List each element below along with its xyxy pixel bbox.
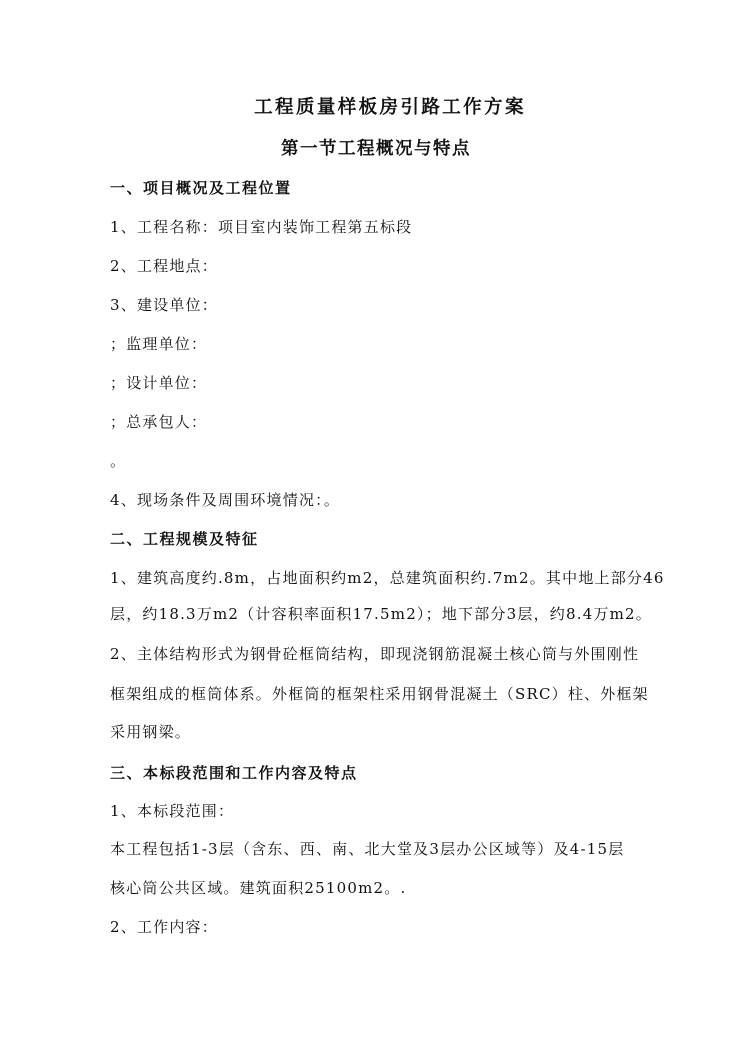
heading-project-overview: 一、项目概况及工程位置 bbox=[110, 179, 292, 197]
client-line: 3、建设单位： bbox=[110, 296, 218, 314]
scope-paragraph-line-2: 核心筒公共区域。建筑面积25100m2。. bbox=[110, 879, 407, 897]
supervisor-line: ；监理单位： bbox=[110, 335, 208, 353]
site-conditions-line: 4、现场条件及周围环境情况：。 bbox=[110, 491, 341, 509]
scope-paragraph-line-1: 本工程包括1-3层（含东、西、南、北大堂及3层办公区域等）及4-15层 bbox=[110, 840, 625, 858]
work-content-line: 2、工作内容： bbox=[110, 918, 218, 936]
structure-paragraph-line-2: 框架组成的框筒体系。外框筒的框架柱采用钢骨混凝土（SRC）柱、外框架 bbox=[110, 685, 649, 703]
structure-paragraph-line-1: 2、主体结构形式为钢骨砼框筒结构，即现浇钢筋混凝土核心筒与外围刚性 bbox=[110, 645, 640, 663]
scale-paragraph-line-1: 1、建筑高度约.8m，占地面积约m2，总建筑面积约.7m2。其中地上部分46 bbox=[110, 569, 665, 587]
structure-paragraph-line-3: 采用钢梁。 bbox=[110, 723, 192, 741]
scope-label-line: 1、本标段范围： bbox=[110, 802, 235, 820]
project-name-line: 1、工程名称：项目室内装饰工程第五标段 bbox=[110, 218, 413, 236]
project-location-line: 2、工程地点： bbox=[110, 257, 218, 275]
heading-project-scale: 二、工程规模及特征 bbox=[110, 530, 259, 548]
section-title: 第一节工程概况与特点 bbox=[281, 139, 471, 159]
contractor-line: ；总承包人： bbox=[110, 413, 208, 431]
document-title: 工程质量样板房引路工作方案 bbox=[254, 97, 526, 118]
scale-paragraph-line-2: 层，约18.3万m2（计容积率面积17.5m2）；地下部分3层，约8.4万m2。 bbox=[110, 605, 652, 623]
period-line: 。 bbox=[110, 452, 127, 470]
designer-line: ；设计单位： bbox=[110, 374, 208, 392]
heading-scope-and-work: 三、本标段范围和工作内容及特点 bbox=[110, 764, 358, 782]
